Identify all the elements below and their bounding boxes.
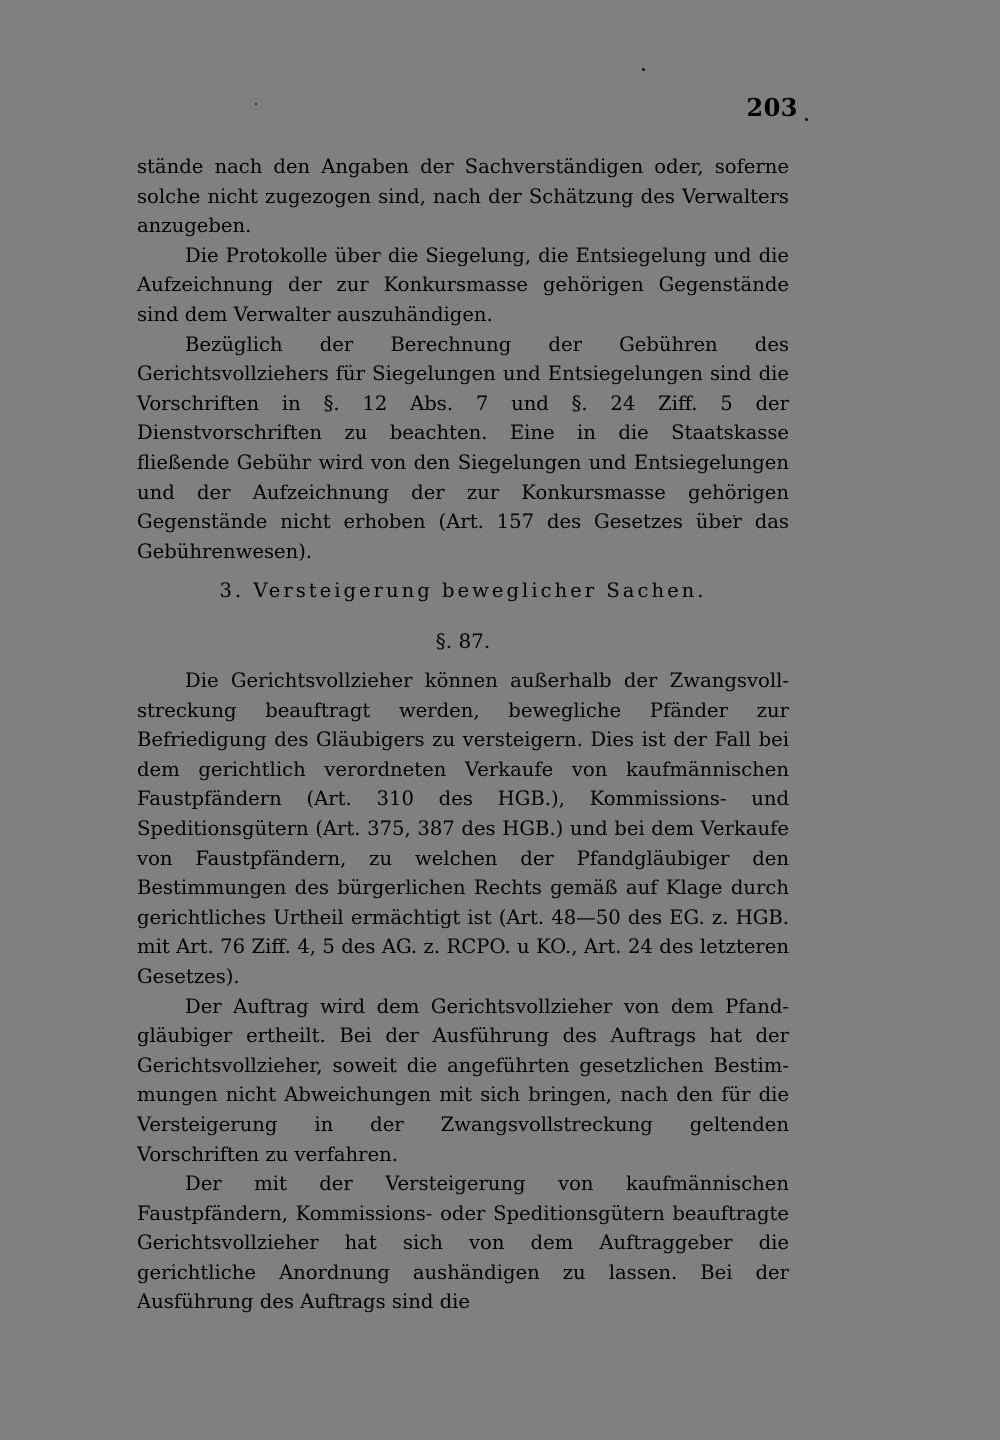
paragraph-auftrag: Der Auftrag wird dem Gerichtsvollzieher von dem Pfandgläubiger ertheilt. Bei der Ausführung des Auftrags hat der Gerichtsvollzieher, soweit die angeführten gesetzlichen Bestimmungen nicht Abweichungen mit sich bringen, nach den für die Versteigerung in der Zwangsvollstreckung geltenden Vorschriften zu verfahren. — [137, 994, 789, 1166]
page-number: 203 — [746, 93, 798, 122]
paragraph-gerichtsvollzieher: Die Gerichtsvollzieher können außerhalb der Zwangsvollstreckung beauftragt werden, bewegliche Pfänder zur Befriedigung des Gläubigers zu versteigern. Dies ist der Fall bei dem gerichtlich verordneten Verkaufe von kaufmännischen Faustpfändern (Art. 310 des HGB.), Kommissions- und Speditionsgütern (Art. 375, 387 des HGB.) und bei dem Verkaufe von Faustpfändern, zu welchen der Pfandgläubiger den Bestimmungen des bürgerlichen Rechts gemäß auf Klage durch gerichtliches Urtheil ermächtigt ist (Art. 48—50 des EG. z. HGB. mit Art. 76 Ziff. 4, 5 des AG. z. RCPO. u KO., Art. 24 des letzteren Gesetzes). — [137, 669, 789, 988]
scan-speck — [805, 118, 808, 121]
section-heading: 3. Versteigerung beweglicher Sachen. — [219, 579, 707, 602]
body-text-bottom — [137, 666, 789, 1317]
scan-speck — [642, 68, 645, 71]
paragraph-number: §. 87. — [435, 629, 491, 653]
paragraph-continuation: stände nach den Angaben der Sachverständigen oder, soferne solche nicht zugezogen sind, nach der Schätzung des Verwalters anzugeben. — [137, 155, 789, 238]
paragraph-protokolle: Die Protokolle über die Siegelung, die Entsiegelung und die Aufzeichnung der zur Konkursmasse gehörigen Gegenstände sind dem Verwalter auszuhändigen. — [137, 243, 789, 326]
body-text-top — [137, 152, 789, 566]
scan-speck — [255, 103, 257, 105]
paragraph-gebuehren: Bezüglich der Berechnung der Gebühren des Gerichtsvollziehers für Siegelungen und Entsiegelungen sind die Vorschriften in §. 12 Abs. 7 und §. 24 Ziff. 5 der Dienstvorschriften zu beachten. Eine in die Staatskasse fließende Gebühr wird von den Siegelungen und Entsiegelungen und der Aufzeichnung der zur Konkursmasse gehörigen Gegenstände nicht erhoben (Art. 157 des Gesetzes über das Gebührenwesen). — [137, 332, 789, 563]
paragraph-versteigerung: Der mit der Versteigerung von kaufmännischen Faustpfändern, Kommissions- oder Speditionsgütern beauftragte Gerichtsvollzieher hat sich von dem Auftraggeber die gerichtliche Anordnung aushändigen zu lassen. Bei der Ausführung des Auftrags sind die — [137, 1172, 789, 1314]
